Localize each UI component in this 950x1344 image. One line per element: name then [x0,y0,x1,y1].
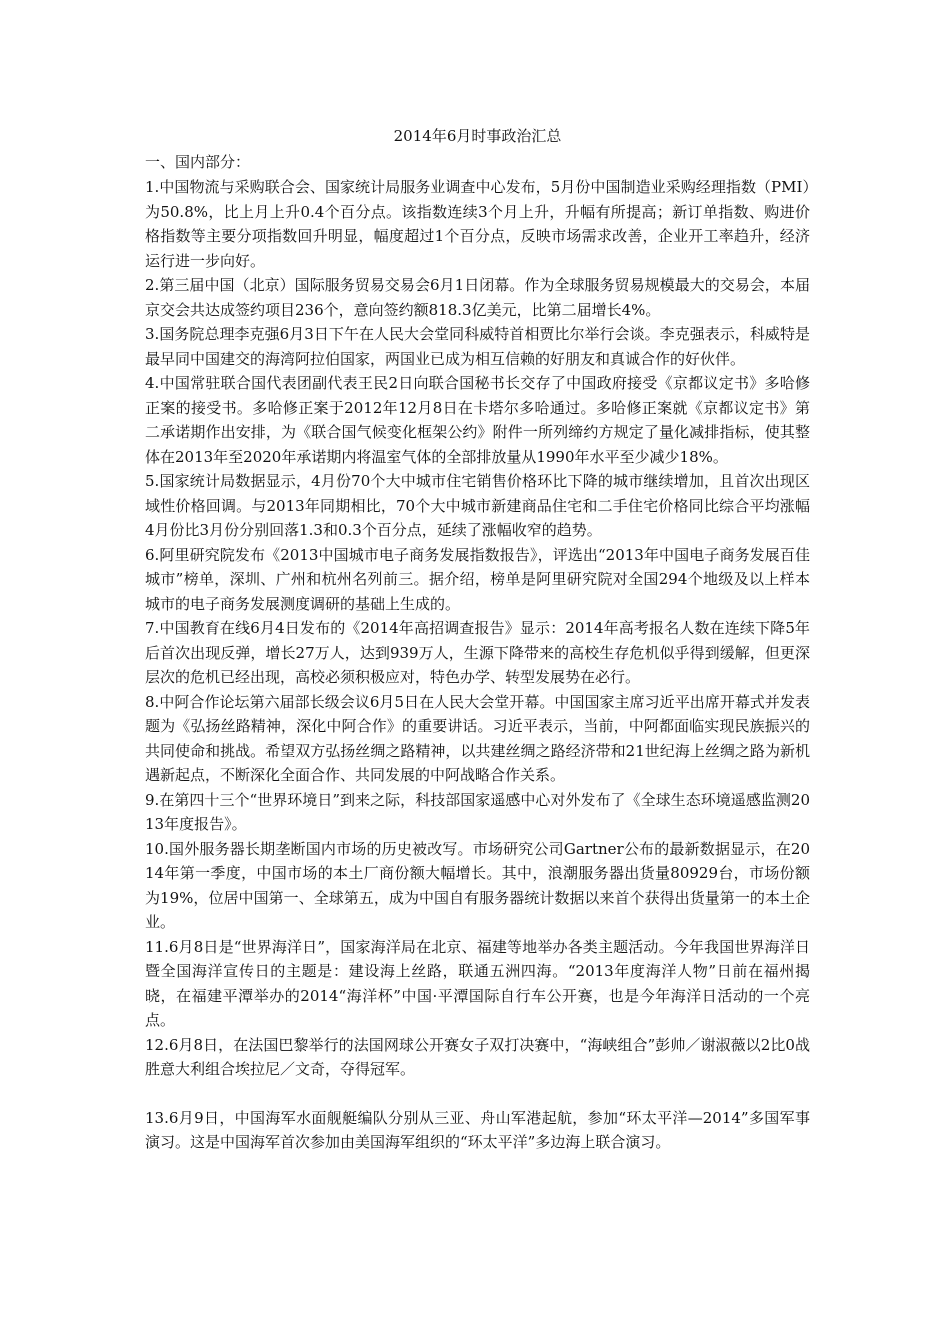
news-item-7: 7.中国教育在线6月4日发布的《2014年高招调查报告》显示：2014年高考报名人数在连续下降5年后首次出现反弹，增长27万人，达到939万人，生源下降带来的高校生存危机似乎得到缓解，但更深层次的危机已经出现，高校必须积极应对，特色办学、转型发展势在必行。 [145,619,810,686]
news-item-11: 11.6月8日是“世界海洋日”，国家海洋局在北京、福建等地举办各类主题活动。今年我国世界海洋日暨全国海洋宣传日的主题是：建设海上丝路，联通五洲四海。“2013年度海洋人物”日前在福州揭晓，在福建平潭举办的2014“海洋杯”中国·平潭国际自行车公开赛，也是今年海洋日活动的一个亮点。 [145,937,810,1029]
news-item-4: 4.中国常驻联合国代表团副代表王民2日向联合国秘书长交存了中国政府接受《京都议定书》多哈修正案的接受书。多哈修正案于2012年12月8日在卡塔尔多哈通过。多哈修正案就《京都议定书》第二承诺期作出安排，为《联合国气候变化框架公约》附件一所列缔约方规定了量化减排指标，使其整体在2013年至2020年承诺期内将温室气体的全部排放量从1990年水平至少减少18%。 [145,374,810,466]
news-item-10: 10.国外服务器长期垄断国内市场的历史被改写。市场研究公司Gartner公布的最新数据显示，在2014年第一季度，中国市场的本土厂商份额大幅增长。其中，浪潮服务器出货量80929台，市场份额为19%，位居中国第一、全球第五，成为中国自有服务器统计数据以来首个获得出货量第一的本土企业。 [145,839,810,931]
document-title: 2014年6月时事政治汇总 [393,127,562,145]
news-item-5: 5.国家统计局数据显示，4月份70个大中城市住宅销售价格环比下降的城市继续增加，且首次出现区域性价格回调。与2013年同期相比，70个大中城市新建商品住宅和二手住宅价格同比综合平均涨幅4月份比3月份分别回落1.3和0.3个百分点，延续了涨幅收窄的趋势。 [145,472,810,539]
news-item-3: 3.国务院总理李克强6月3日下午在人民大会堂同科威特首相贾比尔举行会谈。李克强表示，科威特是最早同中国建交的海湾阿拉伯国家，两国业已成为相互信赖的好朋友和真诚合作的好伙伴。 [145,325,810,368]
document-page [145,122,810,1155]
section-heading: 一、国内部分： [145,153,251,171]
news-item-1: 1.中国物流与采购联合会、国家统计局服务业调查中心发布，5月份中国制造业采购经理指数（PMI）为50.8%，比上月上升0.4个百分点。该指数连续3个月上升，升幅有所提高；新订单指数、购进价格指数等主要分项指数回升明显，幅度超过1个百分点，反映市场需求改善，企业开工率趋升，经济运行进一步向好。 [145,178,810,270]
news-item-12: 12.6月8日，在法国巴黎举行的法国网球公开赛女子双打决赛中，“海峡组合”彭帅／谢淑薇以2比0战胜意大利组合埃拉尼／文奇，夺得冠军。 [145,1035,810,1078]
news-item-2: 2.第三届中国（北京）国际服务贸易交易会6月1日闭幕。作为全球服务贸易规模最大的交易会，本届京交会共达成签约项目236个，意向签约额818.3亿美元，比第二届增长4%。 [145,276,810,319]
news-item-9: 9.在第四十三个“世界环境日”到来之际，科技部国家遥感中心对外发布了《全球生态环境遥感监测2013年度报告》。 [145,790,810,833]
news-item-8: 8.中阿合作论坛第六届部长级会议6月5日在人民大会堂开幕。中国国家主席习近平出席开幕式并发表题为《弘扬丝路精神，深化中阿合作》的重要讲话。习近平表示，当前，中阿都面临实现民族振兴的共同使命和挑战。希望双方弘扬丝绸之路精神，以共建丝绸之路经济带和21世纪海上丝绸之路为新机遇新起点，不断深化全面合作、共同发展的中阿战略合作关系。 [145,692,810,784]
news-item-6: 6.阿里研究院发布《2013中国城市电子商务发展指数报告》，评选出“2013年中国电子商务发展百佳城市”榜单，深圳、广州和杭州名列前三。据介绍，榜单是阿里研究院对全国294个地级及以上样本城市的电子商务发展测度调研的基础上生成的。 [145,545,810,613]
blank-line [145,1082,810,1106]
news-item-13: 13.6月9日，中国海军水面舰艇编队分别从三亚、舟山军港起航，参加“环太平洋—2014”多国军事演习。这是中国海军首次参加由美国海军组织的“环太平洋”多边海上联合演习。 [145,1108,810,1151]
